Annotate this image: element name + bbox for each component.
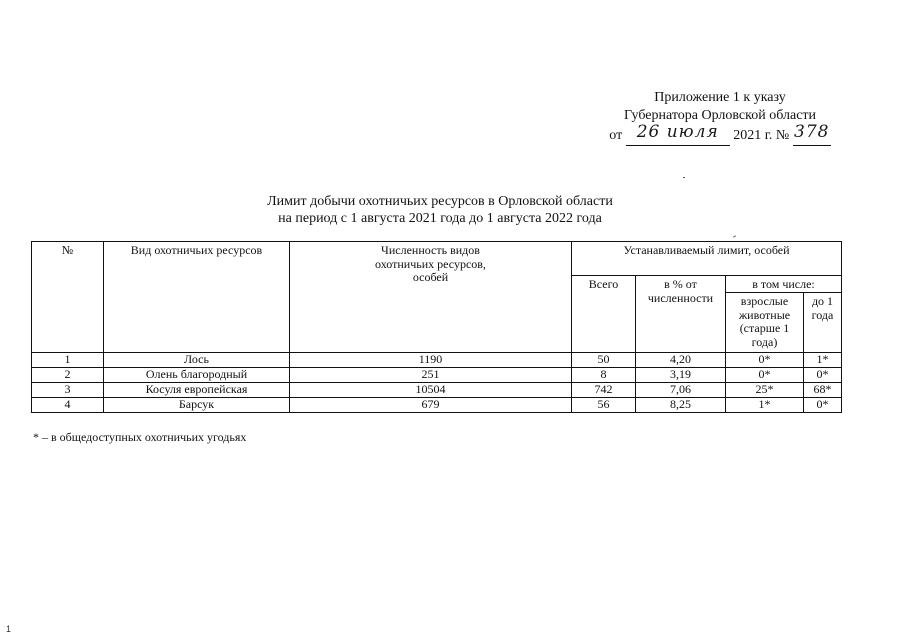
cell-no: 2 (32, 368, 104, 383)
date-blank (626, 122, 730, 146)
limits-table (31, 241, 842, 413)
cell-species: Олень благородный (104, 368, 290, 383)
header-limit: Устанавливаемый лимит, особей (572, 242, 842, 276)
cell-species: Барсук (104, 398, 290, 413)
cell-adults: 1* (726, 398, 804, 413)
cell-adults: 0* (726, 353, 804, 368)
table-row (32, 383, 842, 398)
cell-percent: 7,06 (636, 383, 726, 398)
title-line-2: на период с 1 августа 2021 года до 1 августа 2022 года (278, 211, 602, 226)
cell-percent: 4,20 (636, 353, 726, 368)
appendix-header (600, 89, 840, 146)
table-row (32, 368, 842, 383)
cell-population: 1190 (290, 353, 572, 368)
cell-no: 4 (32, 398, 104, 413)
cell-young: 68* (804, 383, 842, 398)
appendix-line-1: Приложение 1 к указу (654, 90, 786, 105)
header-species: Вид охотничьих ресурсов (104, 242, 290, 353)
title-line-1: Лимит добычи охотничьих ресурсов в Орловской области (267, 194, 613, 209)
cell-species: Косуля европейская (104, 383, 290, 398)
cell-no: 3 (32, 383, 104, 398)
table-row (32, 398, 842, 413)
cell-population: 251 (290, 368, 572, 383)
handwritten-date: 26 июля (636, 122, 719, 142)
cell-total: 50 (572, 353, 636, 368)
cell-population: 679 (290, 398, 572, 413)
cell-total: 742 (572, 383, 636, 398)
header-including: в том числе: (726, 276, 842, 293)
cell-species: Лось (104, 353, 290, 368)
cell-adults: 25* (726, 383, 804, 398)
handwritten-number: 378 (794, 122, 830, 142)
cell-total: 56 (572, 398, 636, 413)
header-no: № (32, 242, 104, 353)
cell-total: 8 (572, 368, 636, 383)
cell-percent: 8,25 (636, 398, 726, 413)
year-text: 2021 г. № (733, 128, 790, 143)
date-prefix: от (609, 128, 623, 143)
cell-percent: 3,19 (636, 368, 726, 383)
header-row-1 (32, 242, 842, 276)
number-blank (793, 122, 831, 146)
cell-adults: 0* (726, 368, 804, 383)
scan-speck (733, 235, 736, 237)
footnote: * – в общедоступных охотничьих угодьях (33, 430, 247, 444)
table-row (32, 353, 842, 368)
cell-population: 10504 (290, 383, 572, 398)
header-adults: взрослые животные (старше 1 года) (726, 293, 804, 353)
header-percent: в % от численности (636, 276, 726, 353)
margin-mark: 1 (6, 624, 12, 634)
cell-no: 1 (32, 353, 104, 368)
cell-young: 1* (804, 353, 842, 368)
scan-speck (683, 177, 685, 178)
cell-young: 0* (804, 398, 842, 413)
appendix-date-line (600, 122, 840, 146)
header-population: Численность видов охотничьих ресурсов, особей (290, 242, 572, 353)
document-title (170, 193, 710, 227)
appendix-line-2: Губернатора Орловской области (623, 108, 817, 123)
header-young: до 1 года (804, 293, 842, 353)
header-total: Всего (572, 276, 636, 353)
cell-young: 0* (804, 368, 842, 383)
